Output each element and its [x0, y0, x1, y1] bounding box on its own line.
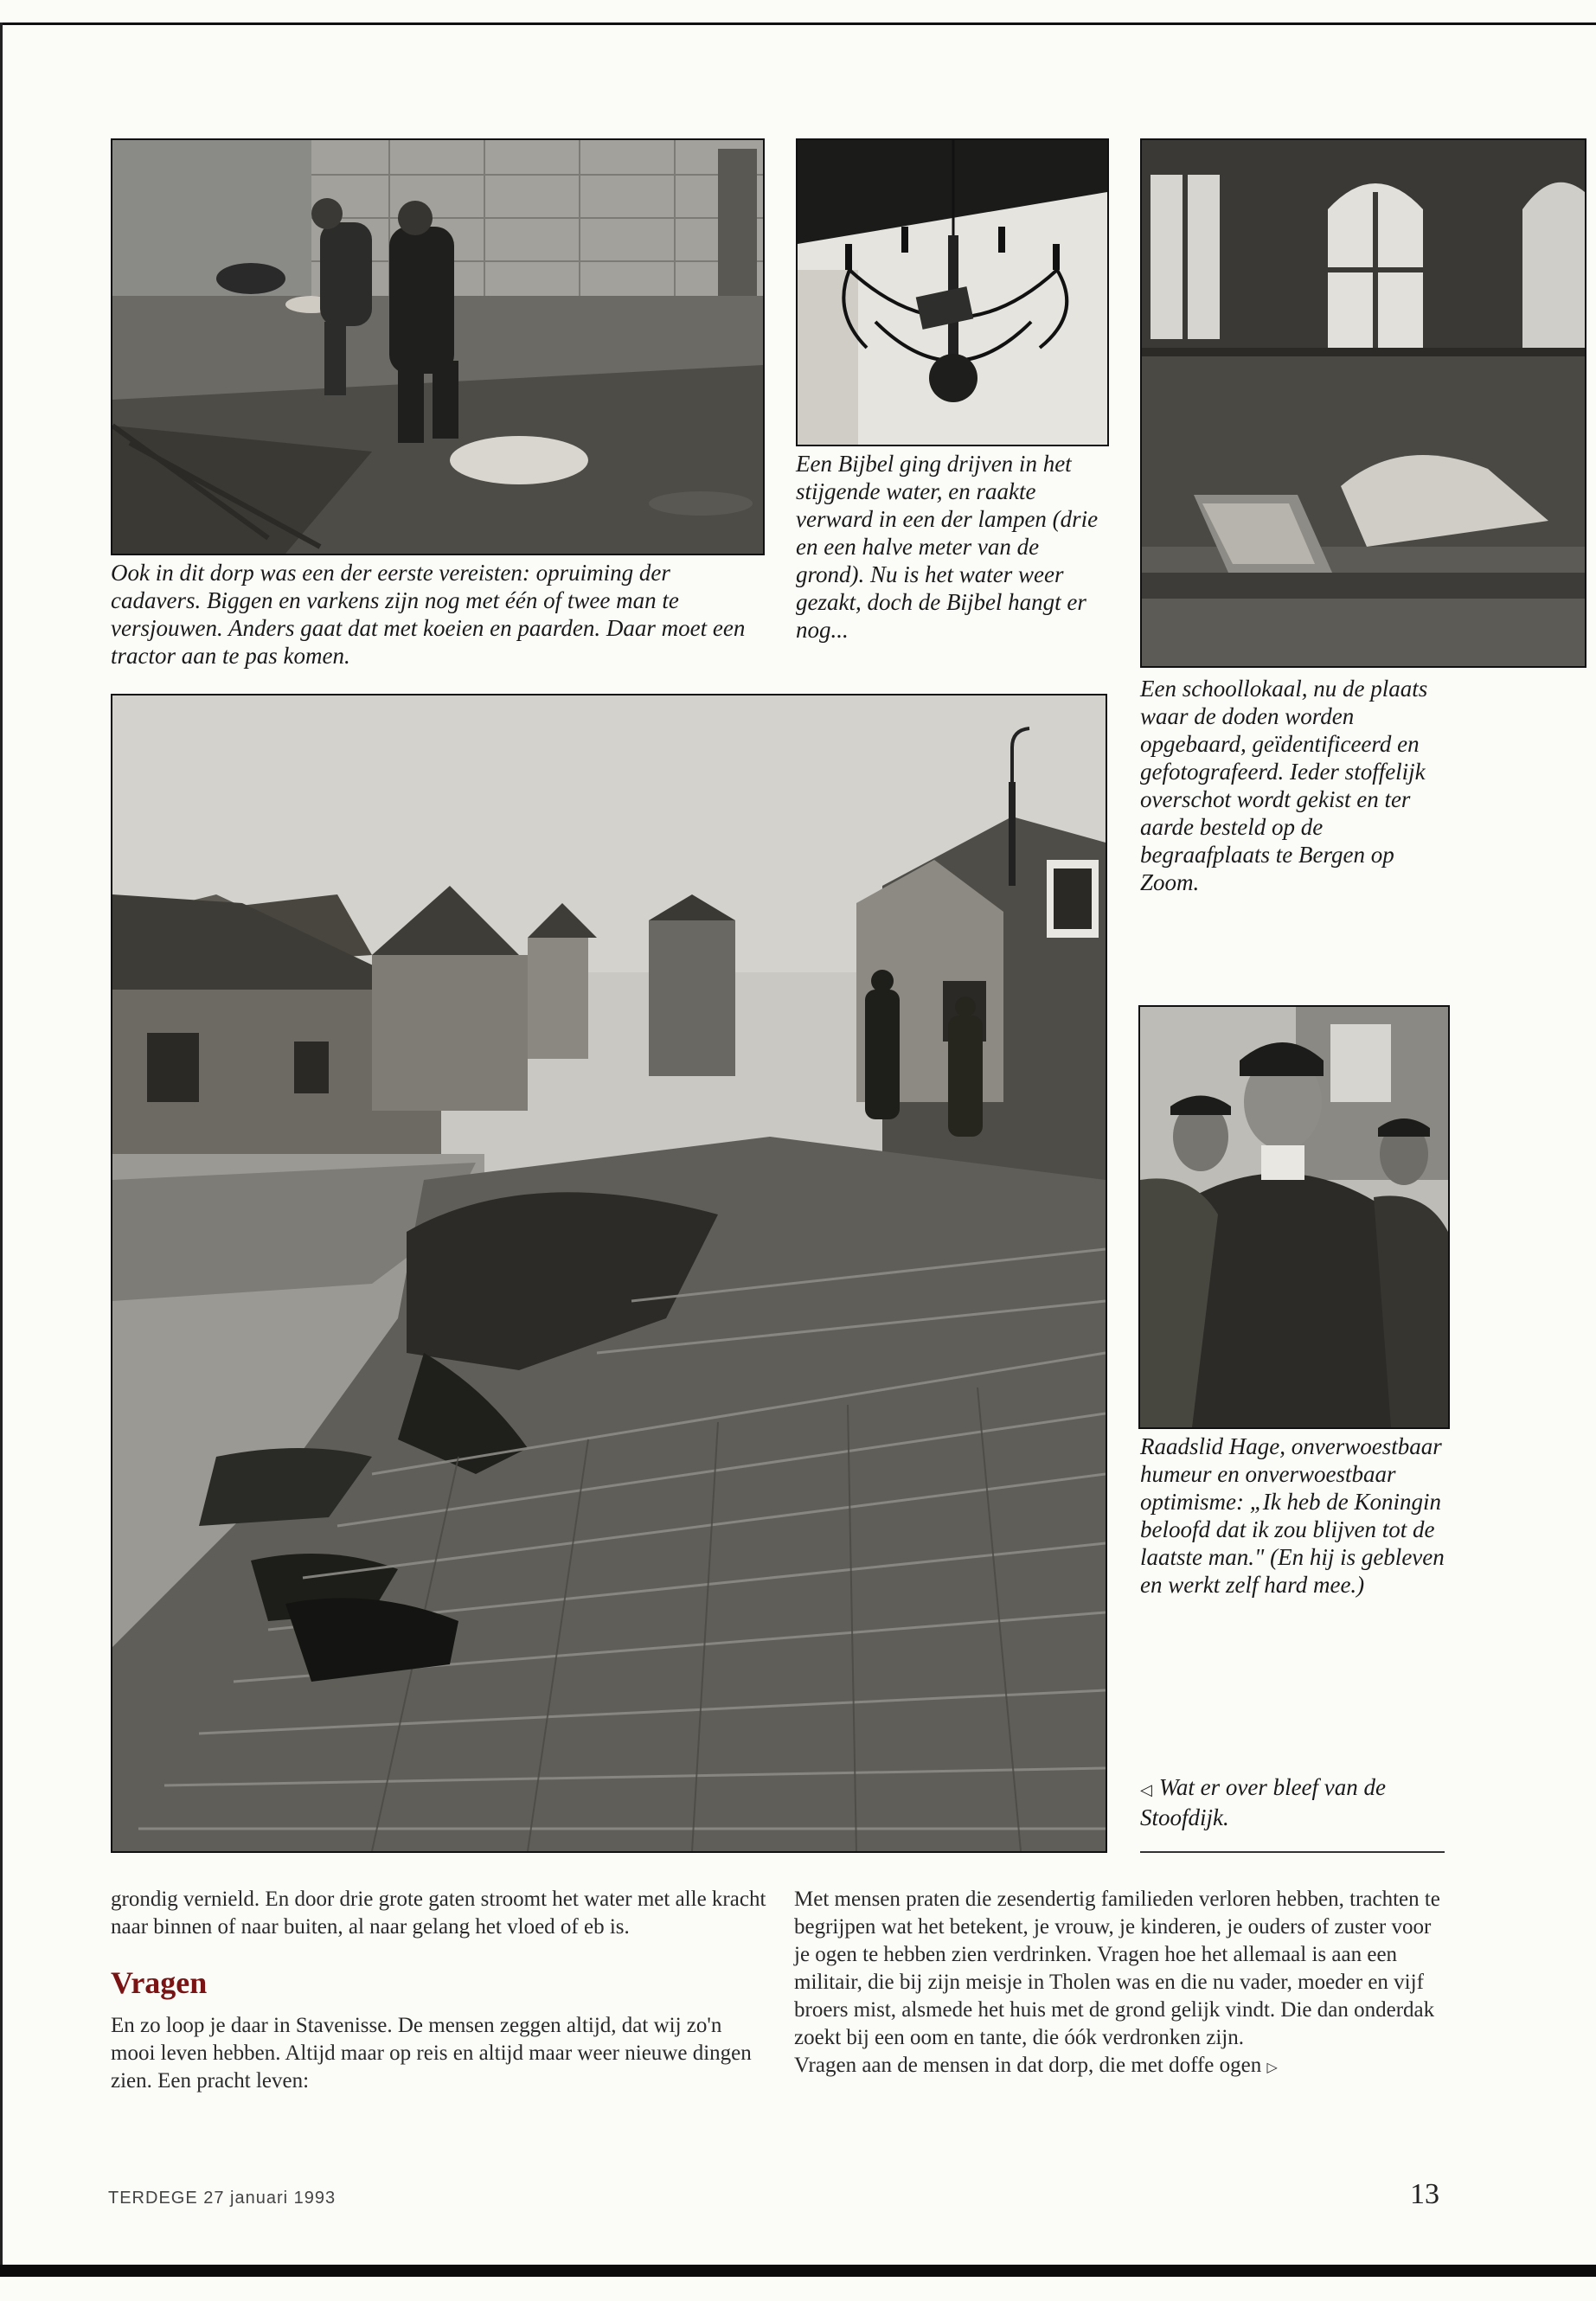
- article-paragraph: grondig vernield. En door drie grote gaten stroomt het water met alle kracht naar binnen of naar buiten, al naar gelang het vloed of eb is.: [111, 1888, 766, 1939]
- section-heading: Vragen: [111, 1965, 208, 2000]
- caption-text: ◁ Wat er over bleef van de Stoofdijk.: [1140, 1774, 1387, 1830]
- article-column-1: [111, 1886, 768, 2095]
- caption-text: Ook in dit dorp was een der eerste vereisten: opruiming der cadavers. Biggen en varkens zijn nog met één of twee man te versjouwen. Anders gaat dat met koeien en paarden. Daar moet een tractor aan te pas komen.: [111, 560, 746, 669]
- article-column-2: [794, 1886, 1452, 2082]
- top-rule: [0, 22, 1596, 25]
- photo-destroyed-dike: [111, 694, 1107, 1853]
- photo-chandelier-bible: [796, 138, 1109, 446]
- photo-pig-cadavers: [111, 138, 765, 555]
- caption-rule: [1140, 1851, 1445, 1853]
- footer-publication: TERDEGE 27 januari 1993: [108, 2189, 337, 2208]
- caption-text: Een Bijbel ging drijven in het stijgende water, en raakte verward in een der lampen (drie en een halve meter van de grond). Nu is het water weer gezakt, doch de Bijbel hangt er nog...: [796, 451, 1099, 643]
- caption-chandelier: [796, 450, 1099, 644]
- photo-raadslid-hage: [1138, 1005, 1450, 1429]
- caption-text: Raadslid Hage, onverwoestbaar humeur en onverwoestbaar optimisme: „Ik heb de Koningin beloofd dat ik zou blijven tot de laatste man." (En hij is gebleven en werkt zelf hard mee.): [1140, 1433, 1445, 1598]
- continue-arrow-icon: ▷: [1266, 2061, 1278, 2075]
- caption-stoofdijk: [1140, 1773, 1445, 1831]
- article-paragraph: En zo loop je daar in Stavenisse. De mensen zeggen altijd, dat wij zo'n mooi leven hebben. Altijd maar op reis en altijd maar weer nieuwe dingen zien. Een pracht leven:: [111, 2014, 752, 2093]
- pointer-left-icon: ◁: [1140, 1781, 1152, 1798]
- caption-pig-cadavers: [111, 559, 761, 670]
- article-paragraph: Vragen aan de mensen in dat dorp, die met doffe ogen ▷: [794, 2054, 1278, 2077]
- photo-schoolroom-coffins: [1140, 138, 1586, 668]
- bottom-rule: [0, 2265, 1596, 2277]
- caption-raadslid-hage: [1140, 1433, 1445, 1599]
- page-edge: [0, 22, 3, 2266]
- caption-text: Een schoollokaal, nu de plaats waar de doden worden opgebaard, geïdentificeerd en gefotografeerd. Ieder stoffelijk overschot wordt gekist en ter aarde besteld op de begraafplaats te Bergen op Zoom.: [1140, 676, 1428, 895]
- article-paragraph: Met mensen praten die zesendertig familieden verloren hebben, trachten te begrijpen wat het betekent, je vrouw, je kinderen, je ouders of zuster voor je ogen te hebben zien verdrinken. Vragen hoe het allemaal is aan een militair, die bij zijn meisje in Tholen was en die nu vader, moeder en vijf broers mist, alsmede het huis met de grond gelijk vindt. Die dan onderdak zoekt bij een oom en tante, die óók verdronken zijn.: [794, 1888, 1440, 2049]
- page-number: 13: [1410, 2178, 1439, 2210]
- caption-schoolroom: [1140, 675, 1443, 896]
